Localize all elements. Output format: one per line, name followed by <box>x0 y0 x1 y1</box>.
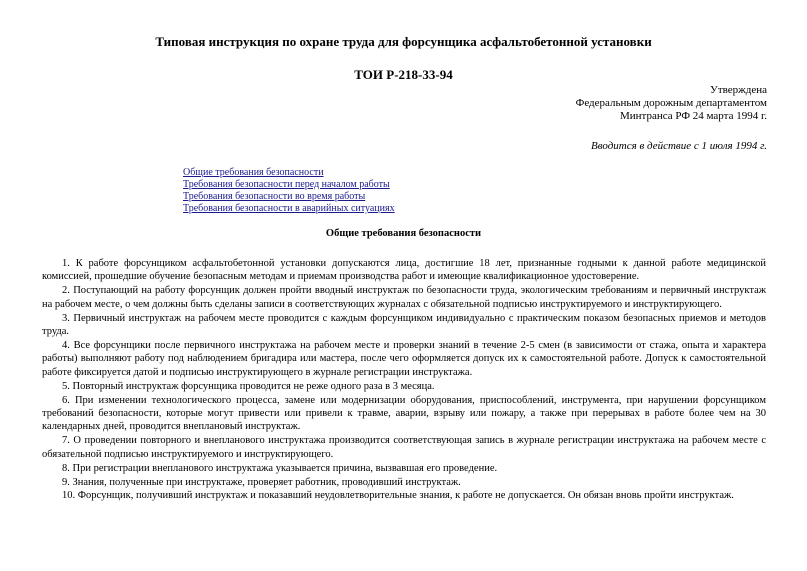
paragraph: 8. При регистрации внепланового инструктажа указывается причина, вызвавшая его проведение. <box>62 462 498 474</box>
paragraph: 10. Форсунщик, получивший инструктаж и показавший неудовлетворительные знания, к работе не допускается. Он обязан вновь пройти инструктаж. <box>62 490 734 502</box>
paragraph: 2. Поступающий на работу форсунщик должен пройти вводный инструктаж по безопасности труда, экологическим требованиям и первичный инструктаж на рабочем месте, о чем должны быть сделаны записи в соответствующих журналах с обязательной подписью инструктируемого и инструктирующего. <box>42 285 766 310</box>
document-code: ТОИ Р-218-33-94 <box>354 67 453 82</box>
paragraph: 1. К работе форсунщиком асфальтобетонной установки допускаются лица, достигшие 18 лет, признанные годными к данной работе медицинской комиссией, прошедшие обучение безопасным методам и приемам производства работ и имеющие квалификационное удостоверение. <box>42 258 766 283</box>
paragraph: 9. Знания, полученные при инструктаже, проверяет работник, проводивший инструктаж. <box>62 476 461 488</box>
toc-link-general-requirements[interactable]: Общие требования безопасности <box>183 167 324 178</box>
approval-block <box>576 84 767 123</box>
section-heading: Общие требования безопасности <box>325 228 482 239</box>
table-of-contents <box>183 167 395 215</box>
toc-link-before-work[interactable]: Требования безопасности перед началом работы <box>183 179 390 190</box>
approval-line-ministry-date: Минтранса РФ 24 марта 1994 г. <box>619 110 767 122</box>
document-title: Типовая инструкция по охране труда для форсунщика асфальтобетонной установки <box>155 34 652 49</box>
section-body <box>42 257 766 503</box>
paragraph: 5. Повторный инструктаж форсунщика проводится не реже одного раза в 3 месяца. <box>62 380 435 392</box>
paragraph: 3. Первичный инструктаж на рабочем месте проводится с каждым форсунщиком индивидуально с практическим показом безопасных приемов и методов труда. <box>42 312 766 338</box>
approval-line-approved: Утверждена <box>710 84 767 96</box>
toc-link-during-work[interactable]: Требования безопасности во время работы <box>183 191 366 202</box>
paragraph: 6. При изменении технологического процесса, замене или модернизации оборудования, приспособлений, инструмента, при нарушении форсунщиком требований безопасности, которые могут привести или привели к травме, аварии, взрыву или пожару, а также при перерывах в работе более чем на 30 календарных дней, проводится внеплановый инструктаж. <box>42 394 766 433</box>
paragraph: 7. О проведении повторного и внепланового инструктажа производится соответствующая запись в журнале регистрации инструктажа на рабочем месте с обязательной подписью инструктируемого и инструктирующего. <box>42 435 766 460</box>
paragraph: 4. Все форсунщики после первичного инструктажа на рабочем месте и проверки знаний в течение 2-5 смен (в зависимости от стажа, опыта и характера работы) выполняют работу под наблюдением бригадира или мастера, после чего оформляется допуск их к самостоятельной работе. Допуск к самостоятельной работе фиксируется датой и подписью инструктирующего в журнале регистрации инструктажа. <box>42 339 766 378</box>
effective-date: Вводится в действие с 1 июля 1994 г. <box>591 140 767 152</box>
approval-line-department: Федеральным дорожным департаментом <box>575 97 767 109</box>
toc-link-emergency[interactable]: Требования безопасности в аварийных ситуациях <box>183 203 395 214</box>
